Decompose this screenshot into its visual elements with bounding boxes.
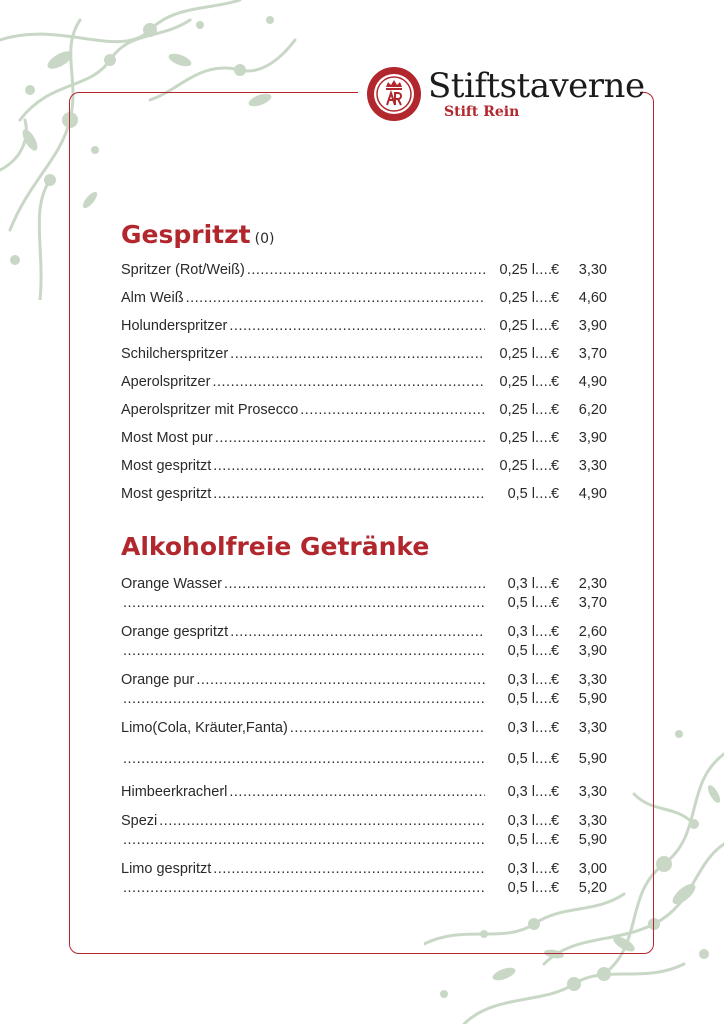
item-name: Orange pur xyxy=(121,672,195,688)
currency: € xyxy=(551,318,560,334)
item-name: Holunderspritzer xyxy=(121,318,228,334)
item-volume: 0,5 l xyxy=(507,643,535,659)
menu-item-group xyxy=(121,861,607,899)
currency: € xyxy=(551,751,560,767)
item-volume: 0,25 l xyxy=(499,374,535,390)
menu-item xyxy=(121,813,607,832)
section-title-alkoholfrei: Alkoholfreie Getränke xyxy=(121,532,430,561)
menu-item xyxy=(121,672,607,691)
item-price: 3,00 xyxy=(578,861,607,877)
item-name: Limo gespritzt xyxy=(121,861,212,877)
menu-item xyxy=(121,643,607,662)
item-price: 4,90 xyxy=(578,374,607,390)
currency: € xyxy=(551,595,560,611)
menu-item xyxy=(121,576,607,595)
currency: € xyxy=(551,832,560,848)
menu-item xyxy=(121,430,607,449)
item-volume: 0,25 l xyxy=(499,262,535,278)
menu-item xyxy=(121,402,607,421)
item-volume: 0,25 l xyxy=(499,346,535,362)
currency: € xyxy=(551,643,560,659)
currency: € xyxy=(551,691,560,707)
item-volume: 0,3 l xyxy=(507,624,535,640)
menu-item-group xyxy=(121,576,607,614)
item-volume: 0,5 l xyxy=(507,595,535,611)
item-name: Aperolspritzer mit Prosecco xyxy=(121,402,299,418)
menu-item xyxy=(121,374,607,393)
item-price: 5,90 xyxy=(578,751,607,767)
item-price: 2,60 xyxy=(578,624,607,640)
menu-item xyxy=(121,784,607,803)
item-price: 3,70 xyxy=(578,595,607,611)
item-volume: 0,3 l xyxy=(507,813,535,829)
menu-item xyxy=(121,318,607,337)
currency: € xyxy=(551,430,560,446)
item-volume: 0,3 l xyxy=(507,784,535,800)
menu-list-alkoholfrei xyxy=(121,576,607,909)
currency: € xyxy=(551,813,560,829)
item-price: 4,90 xyxy=(578,486,607,502)
item-price: 3,30 xyxy=(578,672,607,688)
currency: € xyxy=(551,290,560,306)
menu-item xyxy=(121,751,607,770)
menu-item xyxy=(121,832,607,851)
currency: € xyxy=(551,458,560,474)
item-volume: 0,3 l xyxy=(507,576,535,592)
item-volume: 0,5 l xyxy=(507,486,535,502)
item-volume: 0,25 l xyxy=(499,402,535,418)
item-name: Orange Wasser xyxy=(121,576,222,592)
item-volume: 0,25 l xyxy=(499,458,535,474)
section-note: (0) xyxy=(254,231,275,247)
currency: € xyxy=(551,624,560,640)
item-price: 5,90 xyxy=(578,832,607,848)
menu-list-gespritzt xyxy=(121,262,607,514)
item-price: 3,30 xyxy=(578,813,607,829)
item-volume: 0,25 l xyxy=(499,430,535,446)
item-name: Spezi xyxy=(121,813,158,829)
item-price: 3,90 xyxy=(578,318,607,334)
item-price: 4,60 xyxy=(578,290,607,306)
item-price: 3,90 xyxy=(578,643,607,659)
item-name: Most gespritzt xyxy=(121,458,212,474)
item-price: 3,30 xyxy=(578,262,607,278)
brand-name: Stiftstaverne xyxy=(428,66,645,106)
menu-item-group xyxy=(121,813,607,851)
menu-item-group xyxy=(121,672,607,710)
item-price: 5,20 xyxy=(578,880,607,896)
item-volume: 0,5 l xyxy=(507,880,535,896)
item-price: 3,30 xyxy=(578,458,607,474)
currency: € xyxy=(551,576,560,592)
item-volume: 0,3 l xyxy=(507,720,535,736)
crown-monogram-seal-icon xyxy=(366,66,422,122)
item-name: Most Most pur xyxy=(121,430,213,446)
menu-item xyxy=(121,486,607,505)
menu-item xyxy=(121,346,607,365)
currency: € xyxy=(551,720,560,736)
menu-item xyxy=(121,691,607,710)
menu-item xyxy=(121,880,607,899)
item-price: 3,30 xyxy=(578,720,607,736)
currency: € xyxy=(551,880,560,896)
item-name: Schilcherspritzer xyxy=(121,346,229,362)
item-name: Alm Weiß xyxy=(121,290,184,306)
menu-item xyxy=(121,262,607,281)
item-volume: 0,5 l xyxy=(507,832,535,848)
item-volume: 0,3 l xyxy=(507,672,535,688)
brand-logo xyxy=(358,62,645,126)
item-name: Most gespritzt xyxy=(121,486,212,502)
menu-item xyxy=(121,290,607,309)
menu-item xyxy=(121,861,607,880)
currency: € xyxy=(551,784,560,800)
item-volume: 0,5 l xyxy=(507,691,535,707)
item-volume: 0,3 l xyxy=(507,861,535,877)
item-name: Himbeerkracherl xyxy=(121,784,228,800)
item-price: 3,90 xyxy=(578,430,607,446)
menu-item xyxy=(121,458,607,477)
currency: € xyxy=(551,346,560,362)
item-price: 6,20 xyxy=(578,402,607,418)
menu-item xyxy=(121,720,607,739)
currency: € xyxy=(551,402,560,418)
menu-item-group xyxy=(121,784,607,803)
item-price: 5,90 xyxy=(578,691,607,707)
item-price: 3,70 xyxy=(578,346,607,362)
item-volume: 0,5 l xyxy=(507,751,535,767)
currency: € xyxy=(551,861,560,877)
currency: € xyxy=(551,486,560,502)
currency: € xyxy=(551,262,560,278)
item-name: Spritzer (Rot/Weiß) xyxy=(121,262,245,278)
item-volume: 0,25 l xyxy=(499,318,535,334)
item-volume: 0,25 l xyxy=(499,290,535,306)
item-name: Limo(Cola, Kräuter,Fanta) xyxy=(121,720,288,736)
menu-item-group xyxy=(121,624,607,662)
item-price: 3,30 xyxy=(578,784,607,800)
currency: € xyxy=(551,374,560,390)
currency: € xyxy=(551,672,560,688)
menu-item xyxy=(121,595,607,614)
brand-subtitle: Stift Rein xyxy=(444,104,520,120)
menu-item xyxy=(121,624,607,643)
item-name: Orange gespritzt xyxy=(121,624,229,640)
section-title-gespritzt: Gespritzt (0) xyxy=(121,220,275,249)
item-name: Aperolspritzer xyxy=(121,374,211,390)
menu-item-group xyxy=(121,720,607,770)
item-price: 2,30 xyxy=(578,576,607,592)
